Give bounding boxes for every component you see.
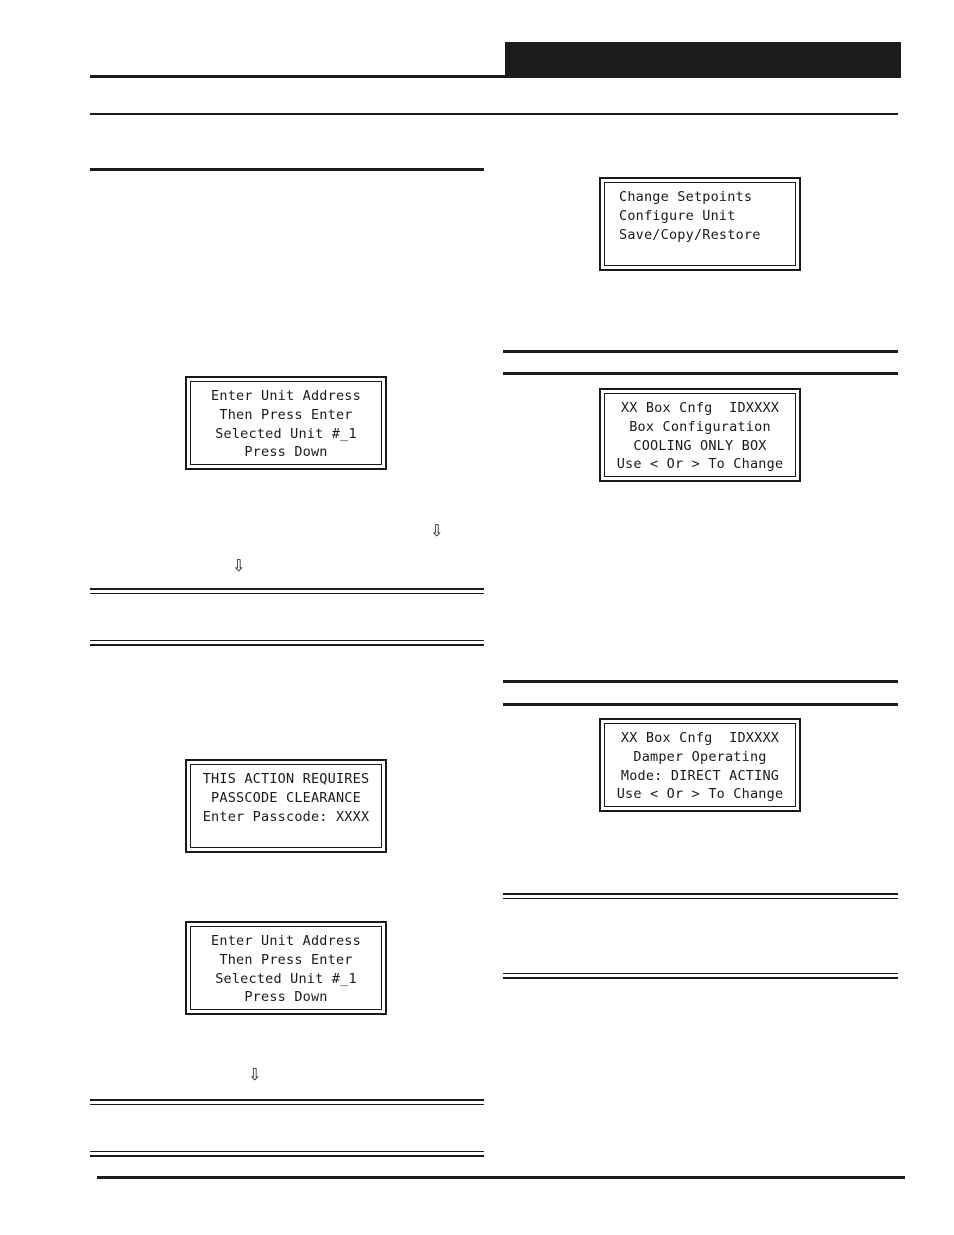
lcd-line: Enter Passcode: XXXX bbox=[202, 808, 370, 825]
lcd-line: Use < Or > To Change bbox=[616, 786, 784, 803]
left-note2-rule-bottom-2 bbox=[90, 1155, 484, 1157]
lcd-line: Selected Unit #_1 bbox=[215, 970, 357, 987]
right-section-rule-2a bbox=[503, 680, 898, 683]
right-section-rule-1b bbox=[503, 372, 898, 375]
lcd-line: Box Configuration bbox=[629, 418, 771, 435]
lcd-passcode bbox=[185, 759, 387, 853]
left-note-rule-bottom-2 bbox=[90, 644, 484, 646]
lcd-line: PASSCODE CLEARANCE bbox=[211, 789, 361, 806]
lcd-line: Then Press Enter bbox=[219, 406, 353, 423]
lcd-line: Save/Copy/Restore bbox=[619, 226, 761, 243]
lcd-unit-address-2 bbox=[185, 921, 387, 1015]
left-note-rule-top-2 bbox=[90, 593, 484, 594]
right-note-rule-bottom bbox=[503, 973, 898, 974]
down-arrow-icon: ⇩ bbox=[248, 1065, 262, 1084]
lcd-line: Press Down bbox=[244, 989, 328, 1006]
left-note2-rule-bottom bbox=[90, 1151, 484, 1152]
footer-rule bbox=[97, 1176, 905, 1179]
down-arrow-icon: ⇩ bbox=[430, 521, 444, 540]
down-arrow-icon: ⇩ bbox=[232, 556, 246, 575]
lcd-line: Enter Unit Address bbox=[211, 388, 361, 404]
right-note-rule-top-2 bbox=[503, 898, 898, 899]
lcd-line: Use < Or > To Change bbox=[616, 456, 784, 473]
left-note-rule-top bbox=[90, 588, 484, 590]
lcd-line: Mode: DIRECT ACTING bbox=[620, 767, 780, 784]
lcd-line: Configure Unit bbox=[619, 207, 736, 224]
lcd-line: XX Box Cnfg IDXXXX bbox=[620, 730, 780, 746]
lcd-line: XX Box Cnfg IDXXXX bbox=[620, 400, 780, 416]
header-tab bbox=[505, 42, 901, 78]
right-section-rule-2b bbox=[503, 703, 898, 706]
lcd-unit-address bbox=[185, 376, 387, 470]
right-note-rule-top bbox=[503, 893, 898, 895]
header-rule bbox=[90, 75, 901, 78]
lcd-damper-mode bbox=[599, 718, 801, 812]
lcd-line: Change Setpoints bbox=[619, 189, 753, 205]
right-note-rule-bottom-2 bbox=[503, 977, 898, 979]
lcd-line: COOLING ONLY BOX bbox=[633, 437, 767, 454]
lcd-line bbox=[191, 826, 381, 845]
left-section-rule-1 bbox=[90, 168, 484, 171]
top-rule bbox=[90, 113, 898, 115]
lcd-line bbox=[605, 244, 795, 263]
right-section-rule-1a bbox=[503, 350, 898, 353]
lcd-line: Enter Unit Address bbox=[211, 933, 361, 949]
left-note2-rule-top bbox=[90, 1099, 484, 1101]
lcd-line: Press Down bbox=[244, 444, 328, 461]
lcd-box-configuration bbox=[599, 388, 801, 482]
lcd-line: Selected Unit #_1 bbox=[215, 425, 357, 442]
left-note2-rule-top-2 bbox=[90, 1104, 484, 1105]
left-note-rule-bottom bbox=[90, 640, 484, 641]
lcd-line: Then Press Enter bbox=[219, 951, 353, 968]
lcd-line: Damper Operating bbox=[633, 748, 767, 765]
lcd-main-menu bbox=[599, 177, 801, 271]
lcd-line: THIS ACTION REQUIRES bbox=[202, 771, 370, 787]
